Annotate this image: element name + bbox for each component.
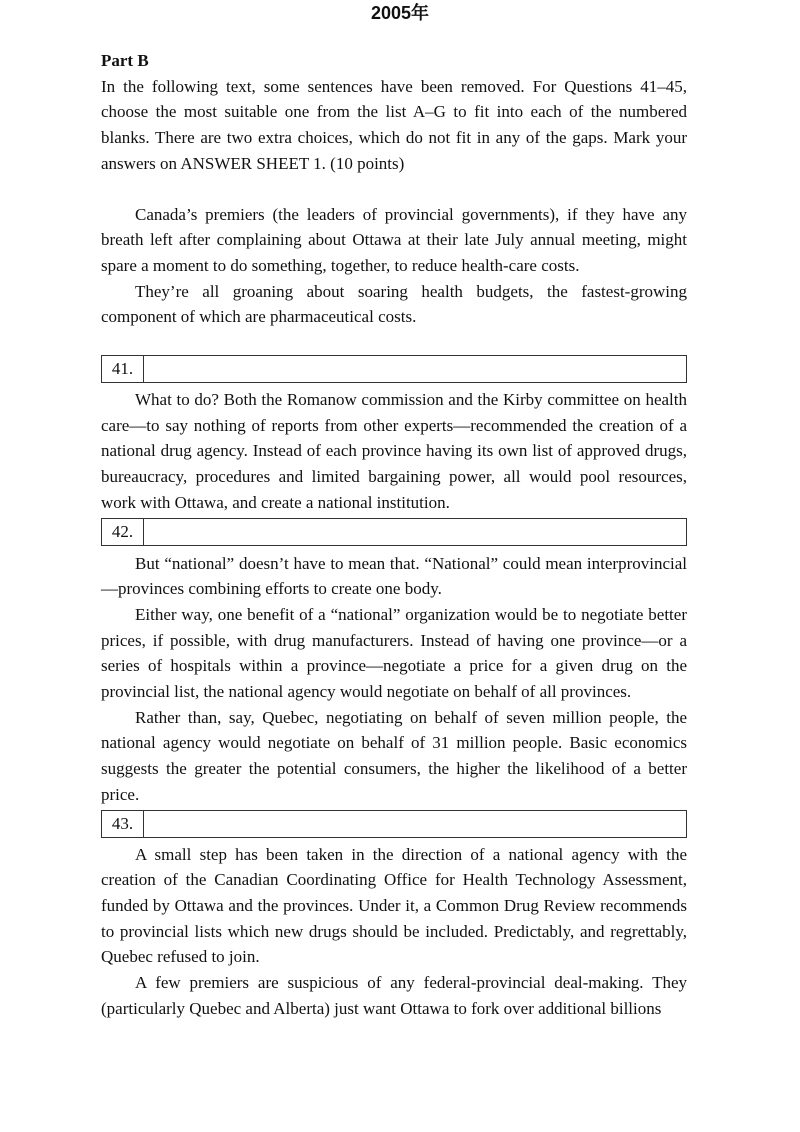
passage-paragraph-4: But “national” doesn’t have to mean that. “National” could mean interprovincial—provinces combining efforts to create one body. <box>101 553 687 599</box>
directions-paragraph: In the following text, some sentences have been removed. For Questions 41–45, choose the most suitable one from the list A–G to fit into each of the numbered blanks. There are two extra choices, which do not fit in any of the gaps. Mark your answers on ANSWER SHEET 1. (10 points) <box>101 76 687 173</box>
gap-blank-41 <box>144 356 686 382</box>
passage-paragraph-3: What to do? Both the Romanow commission and the Kirby committee on health care—to say nothing of reports from other experts—recommended the creation of a national drug agency. Instead of each province having its own list of approved drugs, bureaucracy, procedures and limited bargaining power, all would pool resources, work with Ottawa, and create a national institution. <box>101 390 687 512</box>
part-title: Part B <box>101 51 149 70</box>
exam-content <box>101 48 687 1022</box>
passage-paragraph-2: They’re all groaning about soaring health budgets, the fastest-growing component of which are pharmaceutical costs. <box>101 281 687 327</box>
passage-paragraph-6: Rather than, say, Quebec, negotiating on behalf of seven million people, the national agency would negotiate on behalf of 31 million people. Basic economics suggests the greater the potential consumers, the higher the likelihood of a better price. <box>101 707 687 804</box>
answer-gap-43 <box>101 810 687 838</box>
passage-paragraph-8: A few premiers are suspicious of any federal-provincial deal-making. They (particularly Quebec and Alberta) just want Ottawa to fork over additional billions <box>101 973 687 1018</box>
page-header-year: 2005年 <box>370 3 430 23</box>
gap-blank-42 <box>144 519 686 545</box>
gap-number-43: 43. <box>102 811 144 837</box>
answer-gap-42 <box>101 518 687 546</box>
passage-paragraph-7: A small step has been taken in the direction of a national agency with the creation of the Canadian Coordinating Office for Health Technology Assessment, funded by Ottawa and the provinces. Under it, a Common Drug Review recommends to provincial lists which new drugs should be included. Predictably, and regrettably, Quebec refused to join. <box>101 844 687 967</box>
passage-paragraph-1: Canada’s premiers (the leaders of provincial governments), if they have any breath left after complaining about Ottawa at their late July annual meeting, might spare a moment to do something, together, to reduce health-care costs. <box>101 204 687 275</box>
answer-gap-41 <box>101 355 687 383</box>
passage-paragraph-5: Either way, one benefit of a “national” organization would be to negotiate better prices, if possible, with drug manufacturers. Instead of having one province—or a series of hospitals within a province—negotiate a price for a given drug on the provincial list, the national agency would negotiate on behalf of all provinces. <box>101 604 687 702</box>
gap-number-42: 42. <box>102 519 144 545</box>
gap-blank-43 <box>144 811 686 837</box>
gap-number-41: 41. <box>102 356 144 382</box>
